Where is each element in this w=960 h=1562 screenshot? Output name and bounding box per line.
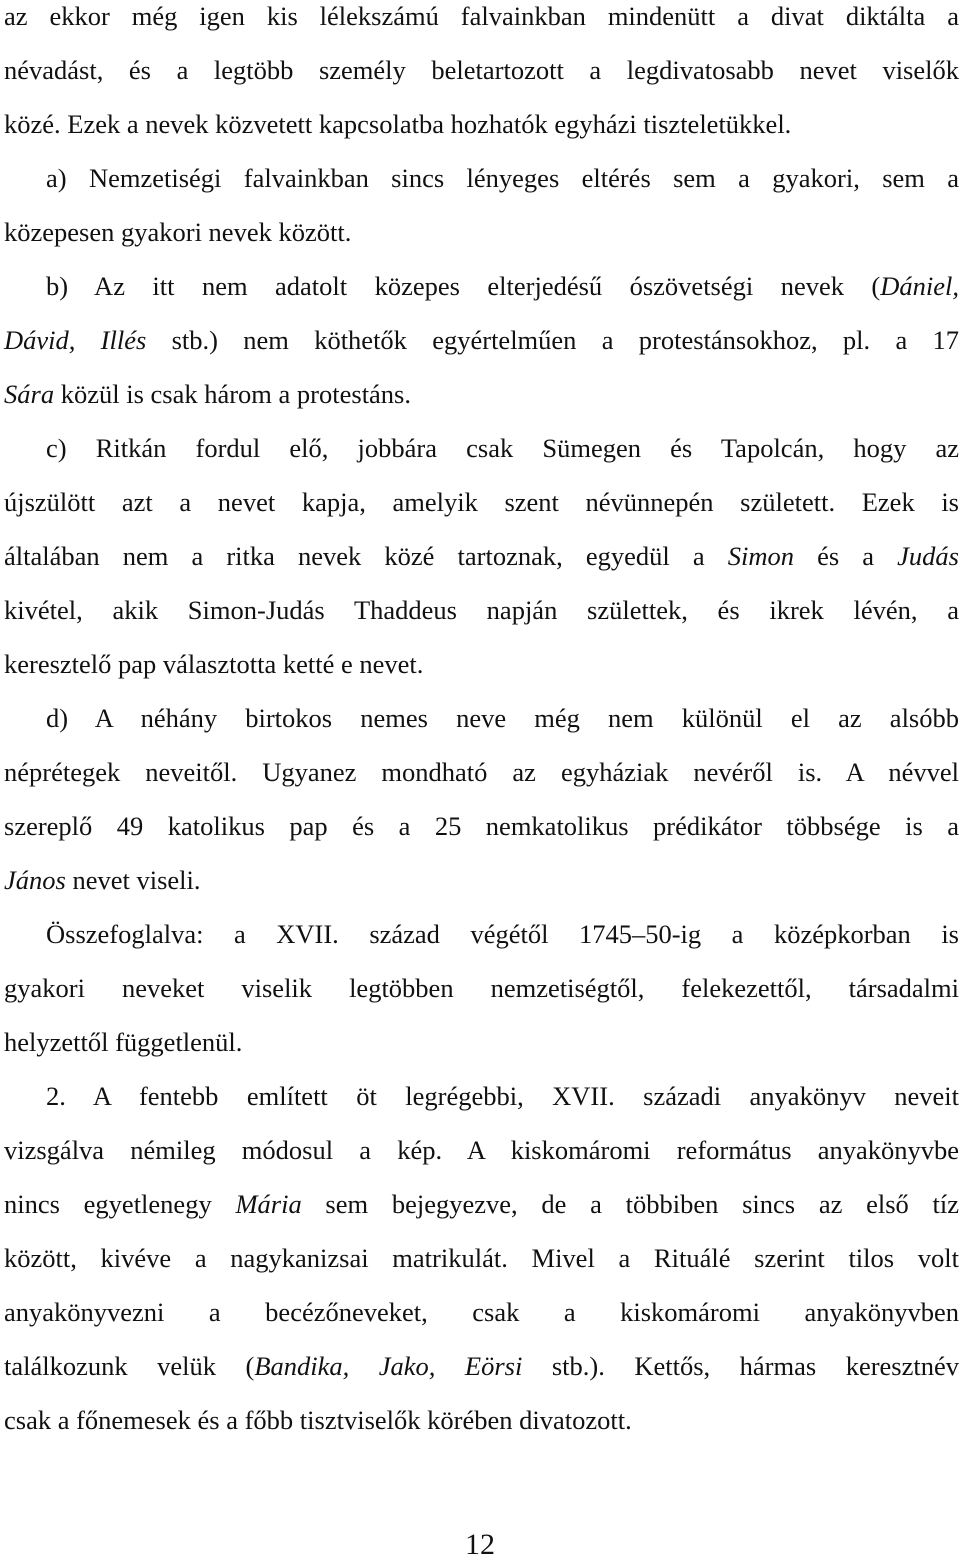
italic-name: Simon [727, 541, 794, 571]
text-span: közül is csak három a protestáns. [54, 379, 411, 409]
text-span: sem bejegyezve, de a többiben sincs az első tíz [301, 1189, 959, 1219]
italic-name: János [4, 865, 66, 895]
text-line [4, 378, 959, 410]
text-span: stb.). Kettős, hármas keresztnév [522, 1351, 959, 1381]
text-line [4, 540, 959, 572]
italic-name: Sára [4, 379, 55, 409]
text-line: közepesen gyakori nevek között. [4, 217, 352, 247]
text-line: szereplő 49 katolikus pap és a 25 nemkatolikus prédikátor többsége is a [4, 811, 959, 841]
text-span: stb.) nem köthetők egyértelműen a protestánsokhoz, pl. a 17 [146, 325, 960, 355]
italic-name: Dániel, [880, 271, 959, 301]
text-line: közé. Ezek a nevek közvetett kapcsolatba hozhatók egyházi tiszteletükkel. [4, 109, 792, 139]
text-line: kivétel, akik Simon-Judás Thaddeus napján születtek, és ikrek lévén, a [4, 595, 959, 625]
italic-name: Dávid, Illés [4, 325, 147, 355]
text-line: között, kivéve a nagykanizsai matrikulát. Mivel a Rituálé szerint tilos volt [4, 1243, 959, 1273]
text-span: általában nem a ritka nevek közé tartoznak, egyedül a [4, 541, 728, 571]
text-line: az ekkor még igen kis lélekszámú falvainkban mindenütt a divat diktálta a [4, 1, 959, 31]
text-line: gyakori neveket viselik legtöbben nemzetiségtől, felekezettől, társadalmi [4, 973, 959, 1003]
text-line [4, 864, 959, 896]
text-line: névadást, és a legtöbb személy beletartozott a legdivatosabb nevet viselők [4, 55, 959, 85]
text-line: helyzettől függetlenül. [4, 1027, 243, 1057]
text-span: és a [794, 541, 898, 571]
text-line [4, 324, 959, 356]
text-line [4, 1188, 959, 1220]
italic-name: Mária [235, 1189, 302, 1219]
text-line: csak a főnemesek és a főbb tisztviselők körében divatozott. [4, 1405, 632, 1435]
text-span: b) Az itt nem adatolt közepes elterjedésű ószövetségi nevek ( [46, 271, 881, 301]
text-line: keresztelő pap választotta ketté e nevet. [4, 649, 424, 679]
paragraph-b-line [4, 270, 959, 302]
text-span: találkozunk velük ( [4, 1351, 255, 1381]
italic-names: Bandika, Jako, Eörsi [254, 1351, 523, 1381]
text-line: néprétegek neveitől. Ugyanez mondható az egyháziak nevéről is. A névvel [4, 757, 959, 787]
italic-name: Judás [897, 541, 959, 571]
paragraph-d-line: d) A néhány birtokos nemes neve még nem különül el az alsóbb [46, 703, 959, 733]
text-line [4, 1350, 959, 1382]
text-span: nevet viseli. [65, 865, 201, 895]
page-number: 12 [465, 1528, 495, 1561]
section-2-line: 2. A fentebb említett öt legrégebbi, XVII. századi anyakönyv neveit [46, 1081, 959, 1111]
paragraph-a-line: a) Nemzetiségi falvainkban sincs lényeges eltérés sem a gyakori, sem a [46, 163, 959, 193]
text-line: vizsgálva némileg módosul a kép. A kiskomáromi református anyakönyvbe [4, 1135, 959, 1165]
paragraph-c-line: c) Ritkán fordul elő, jobbára csak Sümegen és Tapolcán, hogy az [46, 433, 959, 463]
text-line: újszülött azt a nevet kapja, amelyik szent névünnepén született. Ezek is [4, 487, 959, 517]
text-line: anyakönyvezni a becézőneveket, csak a kiskomáromi anyakönyvben [4, 1297, 959, 1327]
text-span: nincs egyetlenegy [4, 1189, 236, 1219]
summary-line: Összefoglalva: a XVII. század végétől 1745–50-ig a középkorban is [46, 919, 959, 949]
